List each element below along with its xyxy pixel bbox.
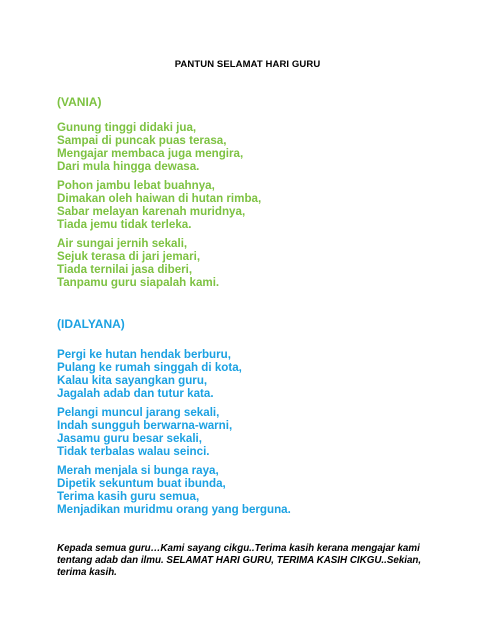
section-heading: (VANIA) <box>57 95 102 109</box>
poem-line: Terima kasih guru semua, <box>57 490 200 503</box>
poem-line: Menjadikan muridmu orang yang berguna. <box>57 503 291 516</box>
poem-line: Pulang ke rumah singgah di kota, <box>57 361 242 374</box>
poem-line: Dimakan oleh haiwan di hutan rimba, <box>57 192 262 205</box>
page-title: PANTUN SELAMAT HARI GURU <box>174 59 321 70</box>
stanza <box>57 179 477 231</box>
poem-line: Tanpamu guru siapalah kami. <box>57 276 220 289</box>
stanza <box>57 406 477 458</box>
poem-line: Tidak terbalas walau seinci. <box>57 445 210 458</box>
poem-line: Gunung tinggi didaki jua, <box>57 121 197 134</box>
section-vania <box>57 95 477 289</box>
poem-line: Sejuk terasa di jari jemari, <box>57 250 201 263</box>
poem-line: Jasamu guru besar sekali, <box>57 432 202 445</box>
stanza <box>57 464 477 516</box>
poem-line: Tiada ternilai jasa diberi, <box>57 263 193 276</box>
stanza <box>57 348 477 400</box>
poem-line: Dipetik sekuntum buat ibunda, <box>57 477 226 490</box>
closing-note: Kepada semua guru…Kami sayang cikgu..Terima kasih kerana mengajar kami tentang adab dan ilmu. SELAMAT HARI GURU, TERIMA KASIH CIKGU..Sekian, terima kasih. <box>57 543 422 578</box>
poem-line: Tiada jemu tidak terleka. <box>57 218 192 231</box>
poem-line: Air sungai jernih sekali, <box>57 237 188 250</box>
poem-line: Dari mula hingga dewasa. <box>57 160 200 173</box>
poem-line: Pergi ke hutan hendak berburu, <box>57 348 231 361</box>
poem-line: Jagalah adab dan tutur kata. <box>57 387 214 400</box>
poem-line: Merah menjala si bunga raya, <box>57 464 219 477</box>
poem-line: Pelangi muncul jarang sekali, <box>57 406 220 419</box>
poem-line: Sampai di puncak puas terasa, <box>57 134 227 147</box>
section-idalyana <box>57 317 477 516</box>
poem-line: Indah sungguh berwarna-warni, <box>57 419 233 432</box>
poem-line: Pohon jambu lebat buahnya, <box>57 179 215 192</box>
section-heading: (IDALYANA) <box>57 317 125 331</box>
stanza <box>57 237 477 289</box>
stanza <box>57 121 477 173</box>
poem-line: Sabar melayan karenah muridnya, <box>57 205 246 218</box>
poem-line: Kalau kita sayangkan guru, <box>57 374 208 387</box>
poem-line: Mengajar membaca juga mengira, <box>57 147 244 160</box>
